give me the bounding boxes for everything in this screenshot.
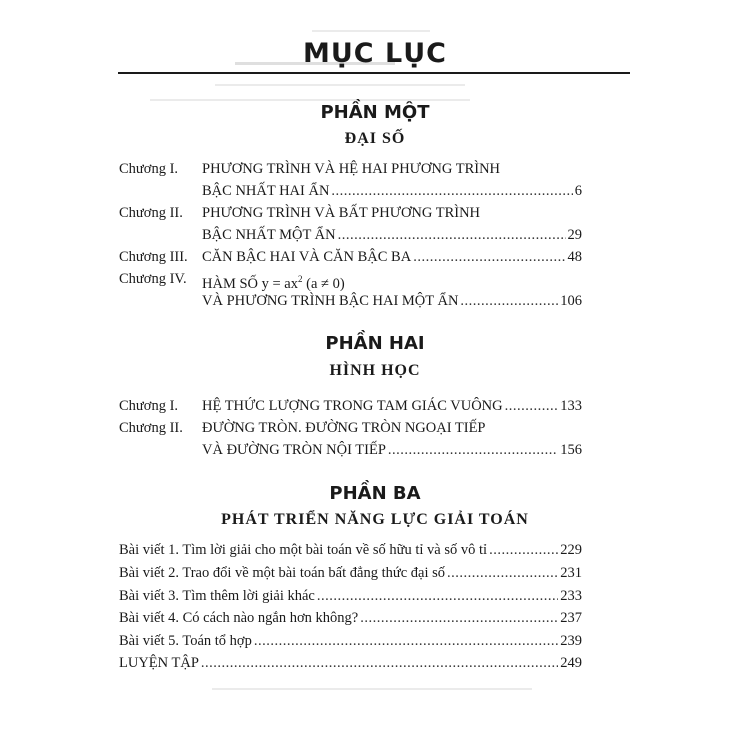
show-through-line <box>312 30 430 32</box>
chapter-title: HỆ THỨC LƯỢNG TRONG TAM GIÁC VUÔNG <box>202 398 503 414</box>
chapter-title-cont: VÀ ĐƯỜNG TRÒN NỘI TIẾP <box>202 442 386 458</box>
chapter-label: Chương I. <box>119 161 179 177</box>
dot-leader <box>505 395 559 417</box>
part-one-heading: PHẦN MỘT <box>320 102 430 123</box>
toc-entry-link[interactable] <box>202 224 582 246</box>
dot-leader <box>254 633 558 650</box>
toc-entry-link[interactable] <box>202 395 582 417</box>
chapter-title: PHƯƠNG TRÌNH VÀ BẤT PHƯƠNG TRÌNH <box>202 205 481 221</box>
toc-article-link[interactable] <box>119 633 582 650</box>
page-number: 233 <box>560 588 582 604</box>
exponent: 2 <box>298 274 303 284</box>
article-title: LUYỆN TẬP <box>119 655 199 671</box>
chapter-title-prefix: HÀM SỐ y = ax <box>202 275 298 292</box>
part-three-subtitle: PHÁT TRIỂN NĂNG LỰC GIẢI TOÁN <box>221 511 529 528</box>
article-title: Bài viết 1. Tìm lời giải cho một bài toán về số hữu tỉ và số vô tỉ <box>119 542 488 558</box>
chapter-title: CĂN BẬC HAI VÀ CĂN BẬC BA <box>202 249 412 265</box>
article-title: Bài viết 2. Trao đổi về một bài toán bất đẳng thức đại số <box>119 565 446 581</box>
page-number: 237 <box>560 610 582 626</box>
toc-article-link[interactable] <box>119 610 582 627</box>
chapter-label: Chương II. <box>119 420 183 436</box>
chapter-label: Chương I. <box>119 398 179 414</box>
toc-article-link[interactable] <box>119 565 582 582</box>
show-through-line <box>215 84 465 86</box>
page-number: 29 <box>567 227 582 243</box>
dot-leader <box>360 610 558 627</box>
page-number: 239 <box>560 633 582 649</box>
dot-leader <box>413 246 565 268</box>
toc-article-link[interactable] <box>119 655 582 672</box>
part-one-subtitle: ĐẠI SỐ <box>344 130 406 147</box>
chapter-title-suffix: (a ≠ 0) <box>302 275 345 292</box>
chapter-label: Chương IV. <box>119 271 187 287</box>
chapter-label: Chương III. <box>119 249 188 265</box>
dot-leader <box>447 565 558 582</box>
dot-leader <box>331 180 572 202</box>
page-number: 133 <box>560 398 582 414</box>
dot-leader <box>338 224 566 246</box>
dot-leader <box>489 542 558 559</box>
chapter-title: ĐƯỜNG TRÒN. ĐƯỜNG TRÒN NGOẠI TIẾP <box>202 420 486 436</box>
dot-leader <box>388 439 558 461</box>
article-title: Bài viết 4. Có cách nào ngắn hơn không? <box>119 610 359 626</box>
dot-leader <box>201 655 558 672</box>
page-number: 156 <box>560 442 582 458</box>
dot-leader <box>460 290 558 312</box>
article-title: Bài viết 5. Toán tổ hợp <box>119 633 252 649</box>
page-title: MỤC LỤC <box>303 38 447 69</box>
page-number: 6 <box>574 183 582 199</box>
toc-entry-link[interactable] <box>202 290 582 312</box>
page-number: 249 <box>560 655 582 671</box>
show-through-line <box>150 99 470 101</box>
toc-entry-link[interactable] <box>202 180 582 202</box>
chapter-title-cont: BẬC NHẤT HAI ẨN <box>202 183 330 199</box>
toc-entry-link[interactable] <box>202 246 582 268</box>
toc-article-link[interactable] <box>119 542 582 559</box>
chapter-title: PHƯƠNG TRÌNH VÀ HỆ HAI PHƯƠNG TRÌNH <box>202 161 501 177</box>
chapter-title-cont: VÀ PHƯƠNG TRÌNH BẬC HAI MỘT ẨN <box>202 293 459 309</box>
page-number: 106 <box>560 293 582 309</box>
toc-entry-link[interactable] <box>202 439 582 461</box>
article-title: Bài viết 3. Tìm thêm lời giải khác <box>119 588 315 604</box>
part-three-heading: PHẦN BA <box>329 483 421 504</box>
part-two-heading: PHẦN HAI <box>325 333 425 354</box>
page-number: 231 <box>560 565 582 581</box>
chapter-title-cont: BẬC NHẤT MỘT ẨN <box>202 227 336 243</box>
title-underline <box>118 72 630 74</box>
dot-leader <box>317 588 558 605</box>
toc-article-link[interactable] <box>119 588 582 605</box>
part-two-subtitle: HÌNH HỌC <box>329 362 421 379</box>
page-number: 229 <box>560 542 582 558</box>
chapter-label: Chương II. <box>119 205 183 221</box>
show-through-line <box>212 688 532 690</box>
page-number: 48 <box>567 249 582 265</box>
